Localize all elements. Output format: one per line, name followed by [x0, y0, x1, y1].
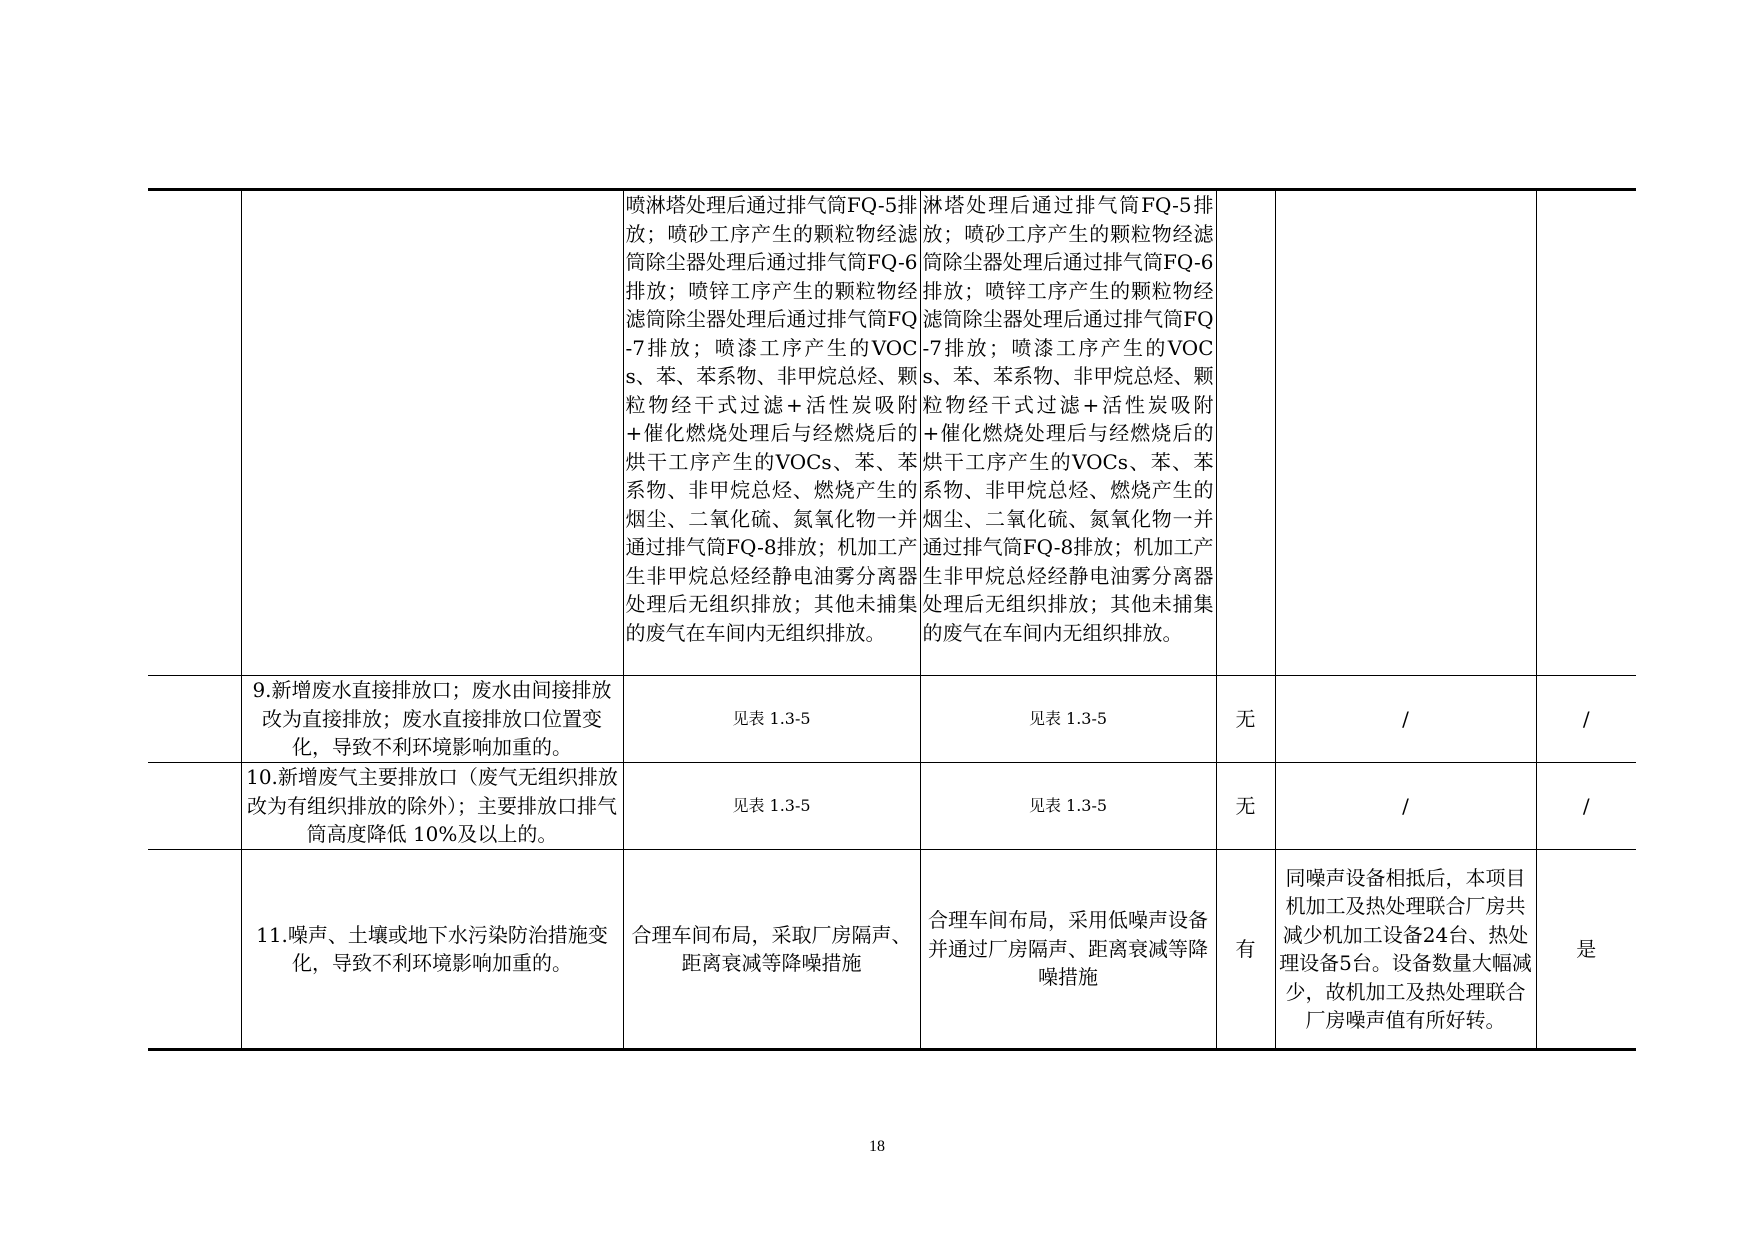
blank-cell — [148, 676, 241, 763]
description-cell: / — [1275, 676, 1536, 763]
table-row — [148, 763, 1636, 850]
actual-content-cell: 见表 1.3-5 — [920, 676, 1216, 763]
item-cell: 9.新增废水直接排放口；废水由间接排放改为直接排放；废水直接排放口位置变化，导致不利环境影响加重的。 — [241, 676, 623, 763]
change-cell: 无 — [1216, 763, 1275, 850]
item-cell: 10.新增废气主要排放口（废气无组织排放改为有组织排放的除外）；主要排放口排气筒高度降低 10%及以上的。 — [241, 763, 623, 850]
eia-content-cell: 合理车间布局，采取厂房隔声、距离衰减等降噪措施 — [623, 850, 920, 1050]
item-cell: 11.噪声、土壤或地下水污染防治措施变化，导致不利环境影响加重的。 — [241, 850, 623, 1050]
change-cell — [1216, 190, 1275, 676]
actual-content-cell: 合理车间布局，采用低噪声设备并通过厂房隔声、距离衰减等降噪措施 — [920, 850, 1216, 1050]
table-row — [148, 850, 1636, 1050]
actual-content-cell: 淋塔处理后通过排气筒FQ-5排放；喷砂工序产生的颗粒物经滤筒除尘器处理后通过排气筒FQ-6排放；喷锌工序产生的颗粒物经滤筒除尘器处理后通过排气筒FQ-7排放；喷漆工序产生的VOCs、苯、苯系物、非甲烷总烃、颗粒物经干式过滤+活性炭吸附+催化燃烧处理后与经燃烧后的烘干工序产生的VOCs、苯、苯系物、非甲烷总烃、燃烧产生的烟尘、二氧化硫、氮氧化物一并通过排气筒FQ-8排放；机加工产生非甲烷总烃经静电油雾分离器处理后无组织排放；其他未捕集的废气在车间内无组织排放。 — [920, 190, 1216, 676]
major-change-cell: / — [1536, 676, 1636, 763]
change-cell: 有 — [1216, 850, 1275, 1050]
blank-cell — [148, 763, 241, 850]
description-cell: 同噪声设备相抵后，本项目机加工及热处理联合厂房共减少机加工设备24台、热处理设备5台。设备数量大幅减少，故机加工及热处理联合厂房噪声值有所好转。 — [1275, 850, 1536, 1050]
eia-content-cell: 喷淋塔处理后通过排气筒FQ-5排放；喷砂工序产生的颗粒物经滤筒除尘器处理后通过排气筒FQ-6排放；喷锌工序产生的颗粒物经滤筒除尘器处理后通过排气筒FQ-7排放；喷漆工序产生的VOCs、苯、苯系物、非甲烷总烃、颗粒物经干式过滤+活性炭吸附+催化燃烧处理后与经燃烧后的烘干工序产生的VOCs、苯、苯系物、非甲烷总烃、燃烧产生的烟尘、二氧化硫、氮氧化物一并通过排气筒FQ-8排放；机加工产生非甲烷总烃经静电油雾分离器处理后无组织排放；其他未捕集的废气在车间内无组织排放。 — [623, 190, 920, 676]
description-cell — [1275, 190, 1536, 676]
eia-content-cell: 见表 1.3-5 — [623, 676, 920, 763]
change-cell: 无 — [1216, 676, 1275, 763]
description-cell: / — [1275, 763, 1536, 850]
table-row — [148, 676, 1636, 763]
eia-content-cell: 见表 1.3-5 — [623, 763, 920, 850]
item-cell — [241, 190, 623, 676]
blank-cell — [148, 850, 241, 1050]
table-row — [148, 190, 1636, 676]
major-change-cell: 是 — [1536, 850, 1636, 1050]
change-analysis-table — [148, 188, 1636, 1051]
blank-cell — [148, 190, 241, 676]
major-change-cell: / — [1536, 763, 1636, 850]
major-change-cell — [1536, 190, 1636, 676]
actual-content-cell: 见表 1.3-5 — [920, 763, 1216, 850]
page-number: 18 — [869, 1138, 885, 1155]
